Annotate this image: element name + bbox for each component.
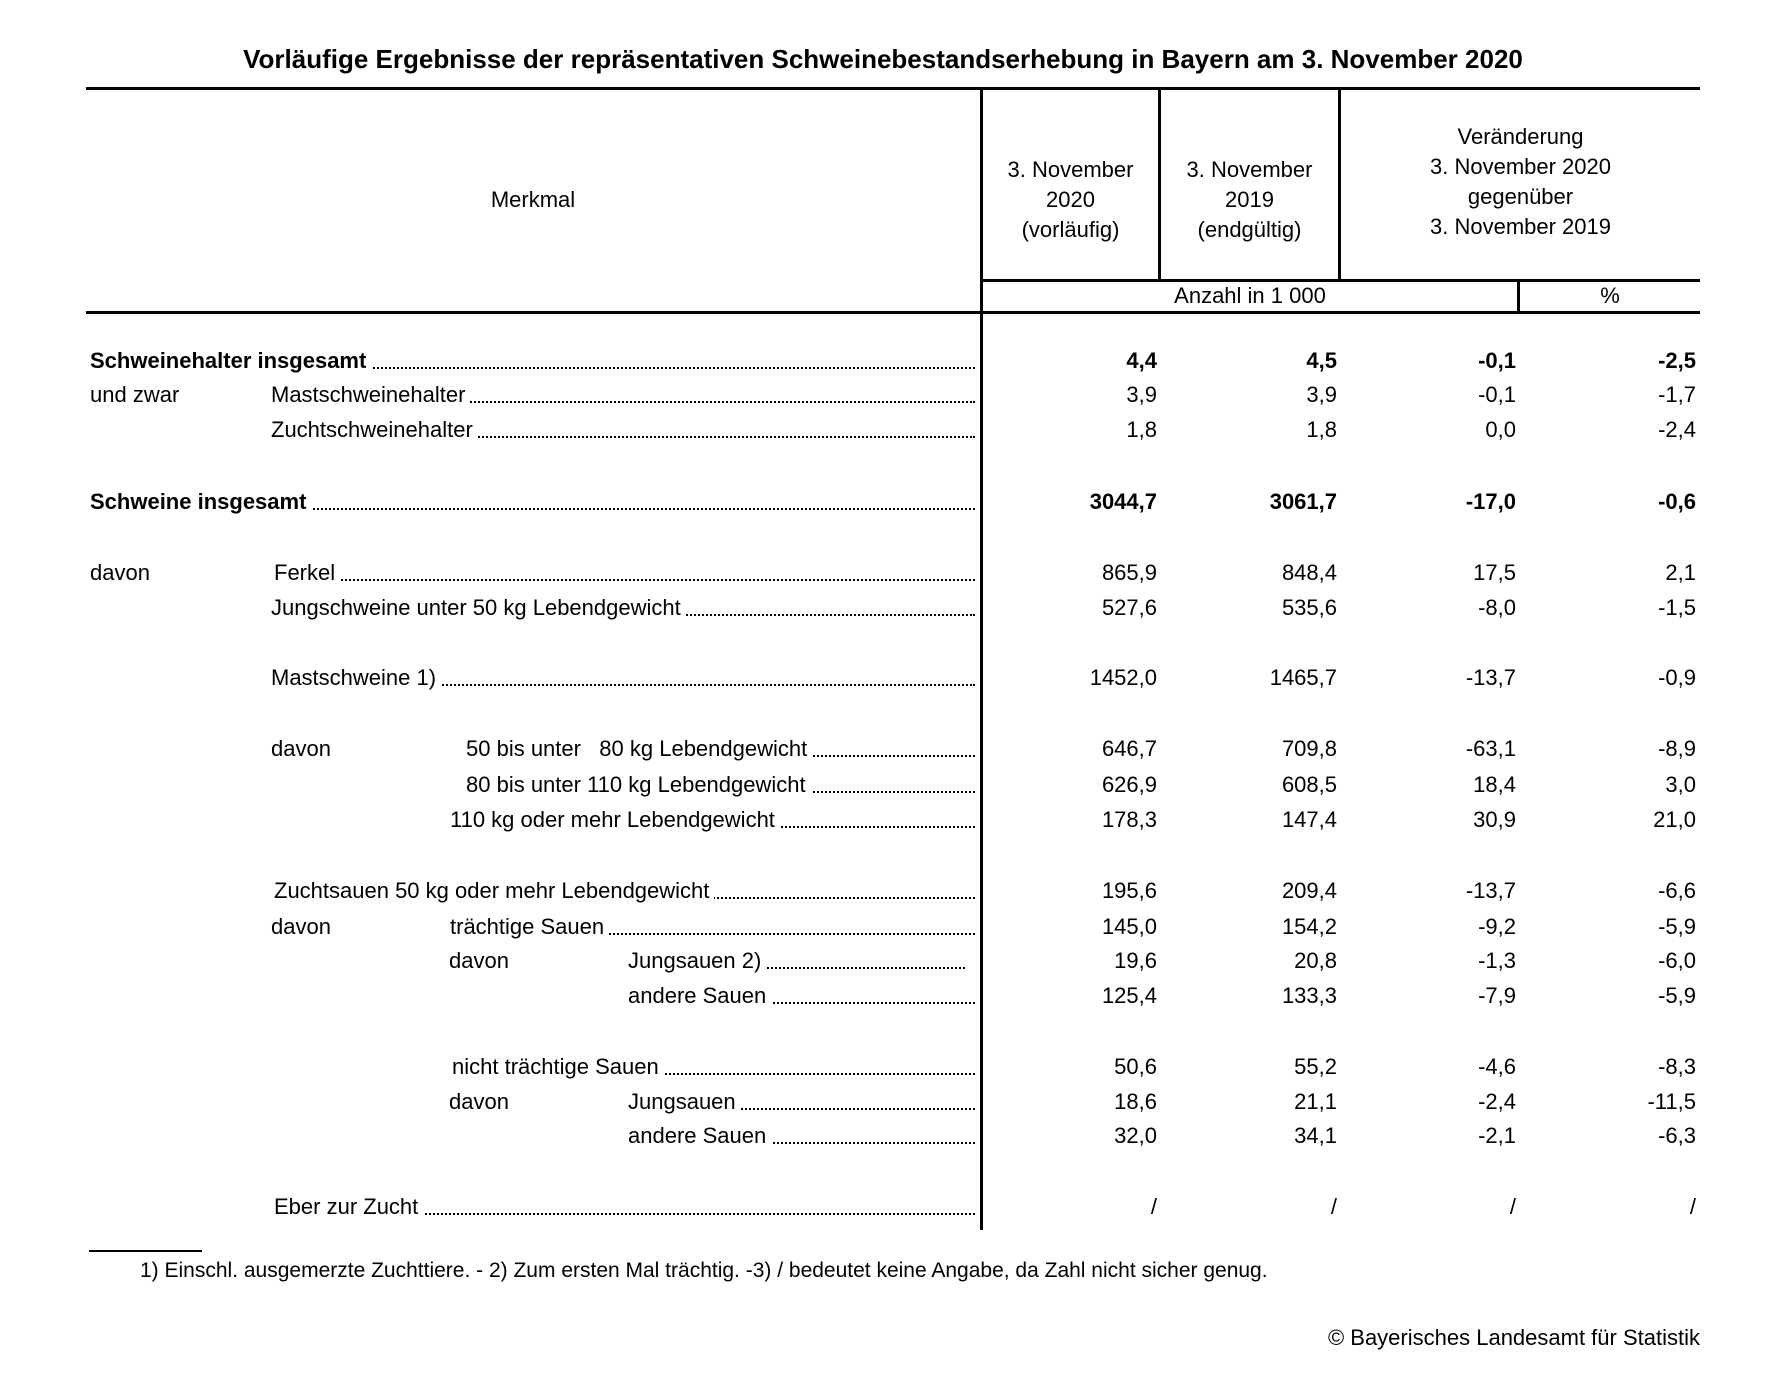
change-percent: -6,6 — [1658, 878, 1696, 903]
row-label — [90, 487, 975, 517]
value-2019: 709,8 — [1281, 736, 1337, 761]
header-col-2020-line3: (vorläufig) — [1021, 217, 1120, 242]
change-absolute: -0,1 — [1478, 348, 1516, 373]
row-label — [466, 770, 975, 800]
value-2019: 1,8 — [1306, 417, 1337, 442]
change-absolute: -0,1 — [1478, 382, 1516, 407]
header-col-2019 — [1161, 155, 1338, 245]
value-2019: 4,5 — [1306, 348, 1337, 373]
row-prefix: davon — [271, 736, 331, 761]
value-2020: 32,0 — [1114, 1123, 1157, 1148]
row-label — [274, 1192, 975, 1222]
row-label — [628, 1087, 975, 1117]
row-label — [274, 558, 975, 588]
change-percent: -6,3 — [1658, 1123, 1696, 1148]
value-2020: 145,0 — [1101, 914, 1157, 939]
row-label — [274, 876, 975, 906]
row-prefix: davon — [90, 560, 150, 585]
row-label — [271, 663, 975, 693]
header-merkmal: Merkmal — [490, 187, 576, 212]
value-2019: 20,8 — [1294, 948, 1337, 973]
value-2019: 209,4 — [1281, 878, 1337, 903]
row-label — [271, 380, 975, 410]
row-label-text: Zuchtsauen 50 kg oder mehr Lebendgewicht — [274, 878, 714, 903]
value-2019: / — [1330, 1194, 1337, 1219]
value-2020: / — [1150, 1194, 1157, 1219]
value-2019: 147,4 — [1281, 807, 1337, 832]
row-label — [271, 415, 975, 445]
change-percent: -11,5 — [1647, 1089, 1696, 1114]
change-absolute: 18,4 — [1473, 772, 1516, 797]
value-2020: 19,6 — [1114, 948, 1157, 973]
value-2019: 1465,7 — [1269, 665, 1337, 690]
change-absolute: -1,3 — [1478, 948, 1516, 973]
header-col-change-line2: 3. November 2020 — [1430, 154, 1611, 179]
value-2020: 3,9 — [1126, 382, 1157, 407]
value-2019: 3061,7 — [1269, 489, 1337, 514]
row-label-text: andere Sauen — [628, 1123, 771, 1148]
table-title: Vorläufige Ergebnisse der repräsentativen Schweinebestandserhebung in Bayern am 3. November 2020 — [243, 44, 1523, 74]
change-percent: -1,5 — [1658, 595, 1696, 620]
header-col-2019-line3: (endgültig) — [1197, 217, 1302, 242]
row-label-text: Ferkel — [274, 560, 340, 585]
stub-column-divider — [980, 87, 983, 1230]
value-2020: 646,7 — [1101, 736, 1157, 761]
change-absolute: -2,1 — [1478, 1123, 1516, 1148]
change-absolute: -2,4 — [1478, 1089, 1516, 1114]
row-label-text: trächtige Sauen — [450, 914, 609, 939]
value-2019: 535,6 — [1281, 595, 1337, 620]
header-col-2019-line1: 3. November — [1186, 157, 1313, 182]
row-label-text: 110 kg oder mehr Lebendgewicht — [450, 807, 780, 832]
change-percent: 21,0 — [1653, 807, 1696, 832]
row-label-text: Zuchtschweinehalter — [271, 417, 478, 442]
value-2020: 50,6 — [1114, 1054, 1157, 1079]
change-percent: -0,9 — [1658, 665, 1696, 690]
change-absolute: -17,0 — [1465, 489, 1516, 514]
change-percent: -1,7 — [1658, 382, 1696, 407]
change-percent: -5,9 — [1658, 914, 1696, 939]
value-2019: 608,5 — [1281, 772, 1337, 797]
row-label-text: Eber zur Zucht — [274, 1194, 423, 1219]
row-label-text: 50 bis unter 80 kg Lebendgewicht — [466, 736, 812, 761]
change-absolute: -8,0 — [1478, 595, 1516, 620]
value-2020: 1,8 — [1126, 417, 1157, 442]
unit-count-label: Anzahl in 1 000 — [1174, 283, 1326, 308]
leader-dots — [274, 579, 975, 581]
change-absolute: -7,9 — [1478, 983, 1516, 1008]
row-prefix: davon — [449, 948, 509, 973]
row-label-text: Jungsauen — [628, 1089, 741, 1114]
value-2019: 55,2 — [1294, 1054, 1337, 1079]
value-2019: 21,1 — [1294, 1089, 1337, 1114]
header-col-2020-line2: 2020 — [1046, 187, 1095, 212]
change-percent: -6,0 — [1658, 948, 1696, 973]
footnote-rule — [89, 1250, 202, 1252]
change-percent: 2,1 — [1665, 560, 1696, 585]
row-label-text: Jungsauen 2) — [628, 948, 766, 973]
change-percent: -2,5 — [1658, 348, 1696, 373]
header-bottom-rule — [86, 311, 1700, 314]
unit-percent-label: % — [1600, 283, 1620, 308]
header-col-change-line3: gegenüber — [1467, 184, 1574, 209]
change-percent: -0,6 — [1658, 489, 1696, 514]
change-absolute: -13,7 — [1465, 665, 1516, 690]
value-2020: 1452,0 — [1089, 665, 1157, 690]
change-absolute: 17,5 — [1473, 560, 1516, 585]
footnote-text: 1) Einschl. ausgemerzte Zuchttiere. - 2) Zum ersten Mal trächtig. -3) / bedeutet keine Angabe, da Zahl nicht sicher genug. — [140, 1259, 1268, 1282]
change-absolute: -63,1 — [1465, 736, 1516, 761]
copyright-notice: © Bayerisches Landesamt für Statistik — [1327, 1325, 1700, 1350]
header-col-2020-line1: 3. November — [1007, 157, 1134, 182]
value-2019: 154,2 — [1281, 914, 1337, 939]
row-label-text: Mastschweinehalter — [271, 382, 470, 407]
row-label — [90, 346, 975, 376]
row-prefix: davon — [271, 914, 331, 939]
value-2019: 848,4 — [1281, 560, 1337, 585]
row-label-text: 80 bis unter 110 kg Lebendgewicht — [466, 772, 811, 797]
change-absolute: / — [1509, 1194, 1516, 1219]
value-2020: 178,3 — [1101, 807, 1157, 832]
change-absolute: -9,2 — [1478, 914, 1516, 939]
change-absolute: 30,9 — [1473, 807, 1516, 832]
row-label-text: Schweinehalter insgesamt — [90, 348, 371, 373]
row-label — [450, 805, 975, 835]
value-2020: 3044,7 — [1089, 489, 1157, 514]
change-percent: 3,0 — [1665, 772, 1696, 797]
row-label — [628, 946, 965, 976]
change-percent: -8,9 — [1658, 736, 1696, 761]
value-2019: 133,3 — [1281, 983, 1337, 1008]
header-col-change — [1341, 122, 1700, 242]
row-label-text: andere Sauen — [628, 983, 771, 1008]
table-top-rule — [86, 87, 1700, 90]
value-2020: 195,6 — [1101, 878, 1157, 903]
header-col-change-line4: 3. November 2019 — [1430, 214, 1611, 239]
row-prefix: und zwar — [90, 382, 180, 407]
value-2020: 626,9 — [1101, 772, 1157, 797]
change-absolute: 0,0 — [1485, 417, 1516, 442]
row-prefix: davon — [449, 1089, 509, 1114]
value-2020: 18,6 — [1114, 1089, 1157, 1114]
value-2020: 527,6 — [1101, 595, 1157, 620]
header-col-2020 — [983, 155, 1158, 245]
change-absolute: -4,6 — [1478, 1054, 1516, 1079]
row-label — [450, 912, 975, 942]
row-label-text: Mastschweine 1) — [271, 665, 441, 690]
row-label-text: Schweine insgesamt — [90, 489, 311, 514]
row-label — [628, 1121, 975, 1151]
value-2019: 3,9 — [1306, 382, 1337, 407]
change-percent: / — [1689, 1194, 1696, 1219]
change-absolute: -13,7 — [1465, 878, 1516, 903]
header-col-change-line1: Veränderung — [1457, 124, 1584, 149]
row-label — [628, 981, 975, 1011]
value-2019: 34,1 — [1294, 1123, 1337, 1148]
row-label — [271, 593, 975, 623]
value-2020: 865,9 — [1101, 560, 1157, 585]
change-percent: -5,9 — [1658, 983, 1696, 1008]
change-percent: -8,3 — [1658, 1054, 1696, 1079]
row-label — [466, 734, 975, 764]
row-label-text: Jungschweine unter 50 kg Lebendgewicht — [271, 595, 686, 620]
value-2020: 125,4 — [1101, 983, 1157, 1008]
value-2020: 4,4 — [1126, 348, 1157, 373]
row-label-text: nicht trächtige Sauen — [452, 1054, 664, 1079]
change-percent: -2,4 — [1658, 417, 1696, 442]
row-label — [452, 1052, 975, 1082]
header-col-2019-line2: 2019 — [1225, 187, 1274, 212]
